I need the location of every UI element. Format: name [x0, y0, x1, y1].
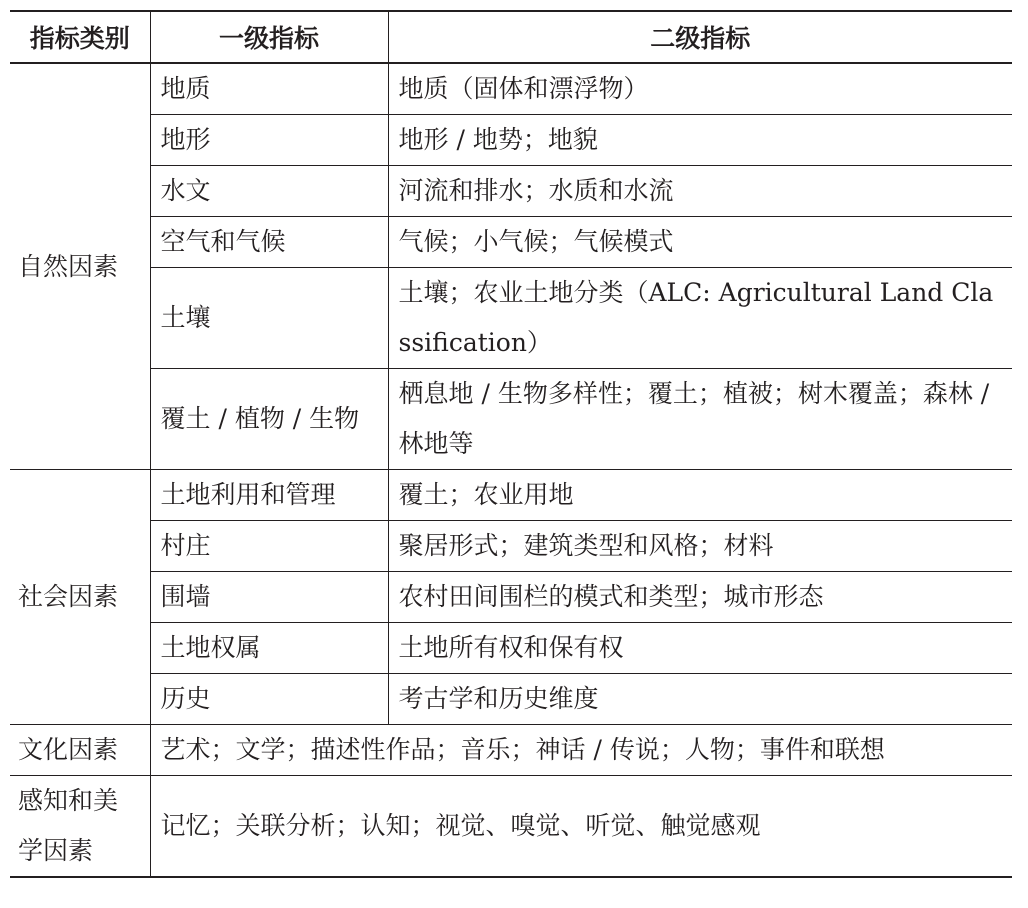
header-category: 指标类别 — [10, 11, 150, 63]
secondary-indicator-cell: 聚居形式；建筑类型和风格；材料 — [388, 521, 1012, 572]
table-row — [10, 369, 1012, 470]
table-body — [10, 63, 1012, 877]
primary-indicator-cell: 空气和气候 — [150, 217, 388, 268]
table-row — [10, 623, 1012, 674]
secondary-indicator-cell: 考古学和历史维度 — [388, 674, 1012, 725]
table-row — [10, 725, 1012, 776]
category-cell: 自然因素 — [10, 63, 150, 470]
category-cell: 文化因素 — [10, 725, 150, 776]
indicator-table-wrapper — [10, 10, 1012, 878]
secondary-indicator-cell: 土壤；农业土地分类（ALC: Agricultural Land Classification） — [388, 268, 1012, 369]
table-row — [10, 674, 1012, 725]
secondary-indicator-cell: 农村田间围栏的模式和类型；城市形态 — [388, 572, 1012, 623]
secondary-indicator-cell: 气候；小气候；气候模式 — [388, 217, 1012, 268]
primary-indicator-cell: 历史 — [150, 674, 388, 725]
primary-indicator-cell: 覆土 / 植物 / 生物 — [150, 369, 388, 470]
primary-indicator-cell: 围墙 — [150, 572, 388, 623]
merged-indicator-cell: 记忆；关联分析；认知；视觉、嗅觉、听觉、触觉感观 — [150, 776, 1012, 878]
table-row — [10, 776, 1012, 878]
table-row — [10, 217, 1012, 268]
primary-indicator-cell: 地质 — [150, 63, 388, 115]
table-row — [10, 268, 1012, 369]
indicator-table — [10, 10, 1012, 878]
merged-indicator-cell: 艺术；文学；描述性作品；音乐；神话 / 传说；人物；事件和联想 — [150, 725, 1012, 776]
table-row — [10, 572, 1012, 623]
secondary-indicator-cell: 地形 / 地势；地貌 — [388, 115, 1012, 166]
table-row — [10, 166, 1012, 217]
category-cell: 社会因素 — [10, 470, 150, 725]
header-row — [10, 11, 1012, 63]
secondary-indicator-cell: 土地所有权和保有权 — [388, 623, 1012, 674]
header-secondary-indicator: 二级指标 — [388, 11, 1012, 63]
secondary-indicator-cell: 栖息地 / 生物多样性；覆土；植被；树木覆盖；森林 / 林地等 — [388, 369, 1012, 470]
category-cell: 感知和美学因素 — [10, 776, 150, 878]
table-row — [10, 63, 1012, 115]
table-header — [10, 11, 1012, 63]
secondary-indicator-cell: 地质（固体和漂浮物） — [388, 63, 1012, 115]
primary-indicator-cell: 土地权属 — [150, 623, 388, 674]
secondary-indicator-cell: 覆土；农业用地 — [388, 470, 1012, 521]
table-row — [10, 470, 1012, 521]
secondary-indicator-cell: 河流和排水；水质和水流 — [388, 166, 1012, 217]
primary-indicator-cell: 水文 — [150, 166, 388, 217]
primary-indicator-cell: 土壤 — [150, 268, 388, 369]
primary-indicator-cell: 村庄 — [150, 521, 388, 572]
header-primary-indicator: 一级指标 — [150, 11, 388, 63]
table-row — [10, 115, 1012, 166]
table-row — [10, 521, 1012, 572]
primary-indicator-cell: 地形 — [150, 115, 388, 166]
primary-indicator-cell: 土地利用和管理 — [150, 470, 388, 521]
